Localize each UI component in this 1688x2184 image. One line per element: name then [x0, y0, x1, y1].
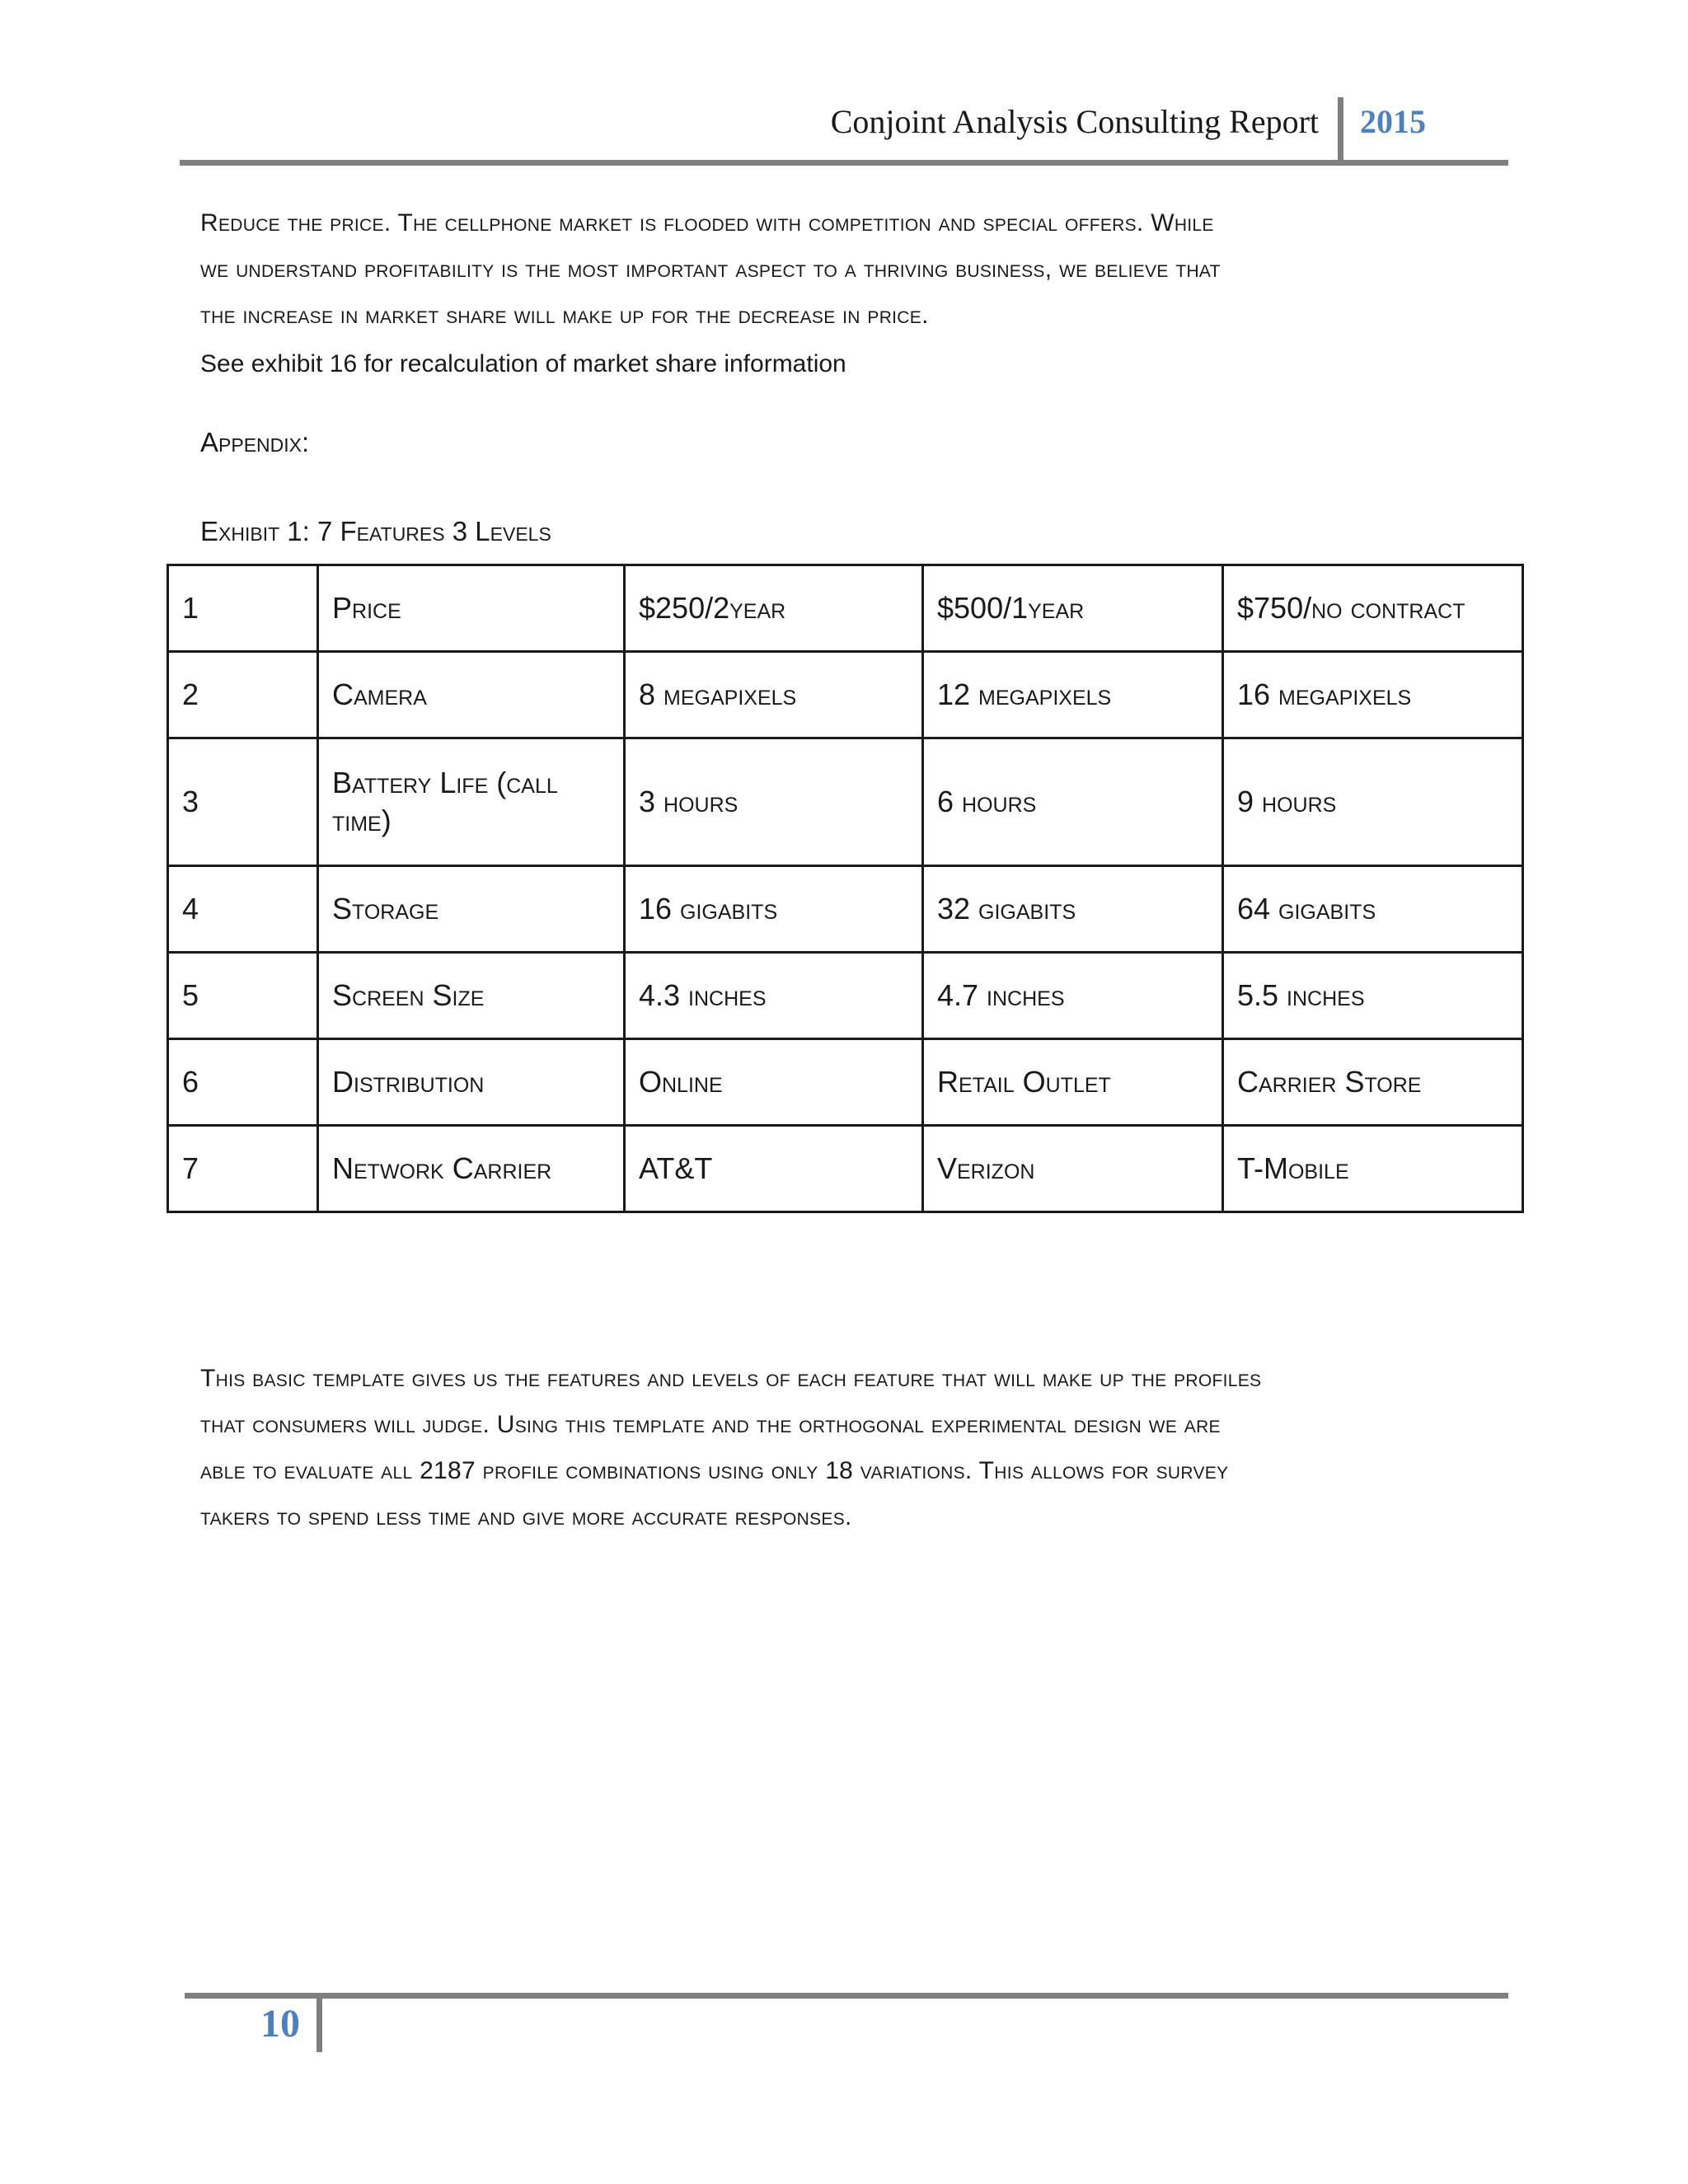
- table-cell-feature: Battery Life (call time): [318, 738, 625, 866]
- table-row: [168, 565, 1523, 652]
- table-row: [168, 738, 1523, 866]
- table-cell-num: 6: [168, 1039, 318, 1126]
- table-cell-level1: AT&T: [625, 1126, 923, 1212]
- table-cell-level3: $750/no contract: [1223, 565, 1523, 652]
- recommendation-paragraph: [200, 200, 1503, 339]
- exhibit-note: See exhibit 16 for recalculation of market share information: [200, 350, 846, 377]
- exhibit-heading: Exhibit 1: 7 Features 3 Levels: [200, 516, 551, 546]
- table-row: [168, 1039, 1523, 1126]
- summary-line: This basic template gives us the features and levels of each feature that will make up the profiles: [200, 1365, 1262, 1392]
- table-cell-num: 5: [168, 953, 318, 1039]
- features-table-body: [168, 565, 1523, 1212]
- footer-divider: [316, 1994, 322, 2052]
- table-cell-num: 7: [168, 1126, 318, 1212]
- table-cell-level2: 6 hours: [923, 738, 1223, 866]
- table-cell-level3: Carrier Store: [1223, 1039, 1523, 1126]
- summary-line: that consumers will judge. Using this template and the orthogonal experimental design we are: [200, 1411, 1221, 1438]
- page-header: [180, 97, 1508, 166]
- table-cell-level1: 3 hours: [625, 738, 923, 866]
- table-row: [168, 866, 1523, 953]
- recommendation-line: we understand profitability is the most important aspect to a thriving business, we believe that: [200, 255, 1221, 283]
- header-divider: [1338, 97, 1343, 162]
- table-cell-level2: Verizon: [923, 1126, 1223, 1212]
- table-cell-level2: 4.7 inches: [923, 953, 1223, 1039]
- table-cell-level2: Retail Outlet: [923, 1039, 1223, 1126]
- table-cell-level2: $500/1year: [923, 565, 1223, 652]
- table-cell-level2: 32 gigabits: [923, 866, 1223, 953]
- table-cell-num: 1: [168, 565, 318, 652]
- features-table: [166, 564, 1524, 1213]
- table-cell-level3: 16 megapixels: [1223, 652, 1523, 738]
- recommendation-line: Reduce the price. The cellphone market is flooded with competition and special offers. While: [200, 209, 1214, 237]
- table-cell-feature: Network Carrier: [318, 1126, 625, 1212]
- table-cell-level1: 8 megapixels: [625, 652, 923, 738]
- table-cell-feature: Price: [318, 565, 625, 652]
- report-year: 2015: [1360, 103, 1426, 140]
- table-cell-level2: 12 megapixels: [923, 652, 1223, 738]
- table-cell-feature: Distribution: [318, 1039, 625, 1126]
- appendix-heading: Appendix:: [200, 427, 310, 457]
- table-row: [168, 652, 1523, 738]
- summary-line: takers to spend less time and give more accurate responses.: [200, 1503, 852, 1530]
- table-cell-num: 4: [168, 866, 318, 953]
- table-cell-level3: 64 gigabits: [1223, 866, 1523, 953]
- table-cell-level3: 9 hours: [1223, 738, 1523, 866]
- report-title: Conjoint Analysis Consulting Report: [830, 103, 1319, 140]
- table-cell-feature: Camera: [318, 652, 625, 738]
- table-cell-level3: 5.5 inches: [1223, 953, 1523, 1039]
- table-cell-level3: T-Mobile: [1223, 1126, 1523, 1212]
- table-cell-level1: 16 gigabits: [625, 866, 923, 953]
- table-cell-feature: Storage: [318, 866, 625, 953]
- footer-rule: [185, 1993, 1508, 1999]
- table-cell-feature: Screen Size: [318, 953, 625, 1039]
- page-number: 10: [260, 2002, 300, 2046]
- table-row: [168, 1126, 1523, 1212]
- table-cell-level1: 4.3 inches: [625, 953, 923, 1039]
- table-cell-level1: $250/2year: [625, 565, 923, 652]
- recommendation-line: the increase in market share will make up for the decrease in price.: [200, 302, 929, 329]
- table-cell-num: 3: [168, 738, 318, 866]
- table-row: [168, 953, 1523, 1039]
- table-cell-level1: Online: [625, 1039, 923, 1126]
- summary-paragraph: [200, 1356, 1503, 1540]
- summary-line: able to evaluate all 2187 profile combinations using only 18 variations. This allows for survey: [200, 1457, 1229, 1484]
- table-cell-num: 2: [168, 652, 318, 738]
